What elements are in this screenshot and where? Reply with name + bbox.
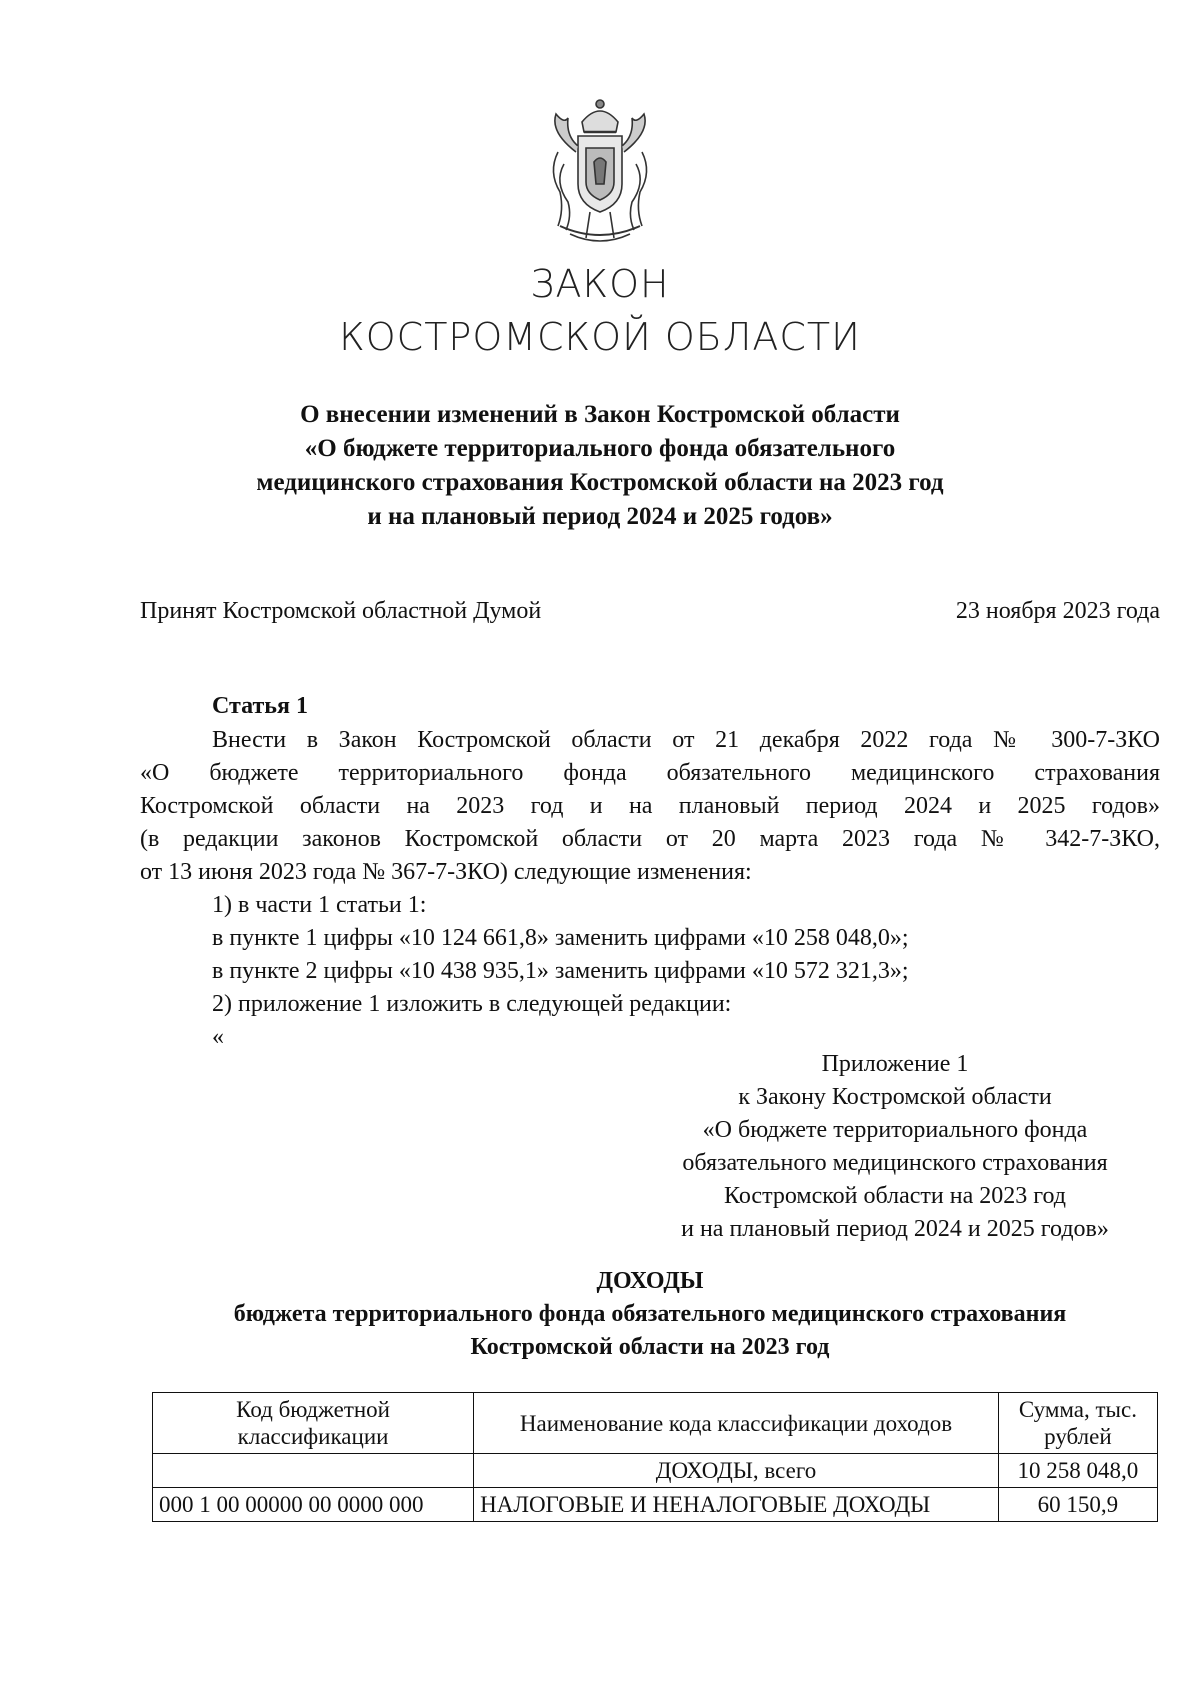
table-header-row [153,1393,1158,1454]
cell-code: 000 1 00 00000 00 0000 000 [153,1488,474,1522]
income-heading [140,1265,1160,1364]
cell-name: НАЛОГОВЫЕ И НЕНАЛОГОВЫЕ ДОХОДЫ [474,1488,999,1522]
heading-line: и на плановый период 2024 и 2025 годов» [367,503,833,530]
paragraph-line: Костромской области на 2023 год и на плановый период 2024 и 2025 годов» [140,793,1160,819]
paragraph-line: Внести в Закон Костромской области от 21 декабря 2022 года № 300-7-ЗКО [212,727,1160,753]
appendix-line: обязательного медицинского страхования [682,1150,1108,1176]
paragraph-line: от 13 июня 2023 года № 367-7-ЗКО) следующие изменения: [140,859,752,885]
article-title: Статья 1 [212,693,308,719]
column-header-name: Наименование кода классификации доходов [474,1393,999,1454]
list-item: в пункте 1 цифры «10 124 661,8» заменить цифрами «10 258 048,0»; [212,925,909,951]
coat-of-arms-icon [520,92,680,252]
appendix-line: и на плановый период 2024 и 2025 годов» [681,1216,1109,1242]
appendix-header [630,1048,1160,1246]
article-body [140,724,1160,1054]
income-title: ДОХОДЫ [596,1268,704,1294]
table-row [153,1488,1158,1522]
income-subtitle: Костромской области на 2023 год [470,1334,830,1360]
appendix-line: Приложение 1 [821,1051,969,1077]
law-heading [150,398,1050,534]
paragraph-line: (в редакции законов Костромской области от 20 марта 2023 года № 342-7-ЗКО, [140,826,1160,852]
income-subtitle: бюджета территориального фонда обязательного медицинского страхования [233,1301,1067,1327]
income-table [152,1392,1158,1522]
cell-sum: 60 150,9 [998,1488,1157,1522]
cell-sum: 10 258 048,0 [998,1454,1157,1488]
adopted-by: Принят Костромской областной Думой [140,598,542,624]
column-header-sum: Сумма, тыс. рублей [998,1393,1157,1454]
heading-line: медицинского страхования Костромской области на 2023 год [256,469,944,496]
heading-line: «О бюджете территориального фонда обязательного [304,435,896,462]
heading-line: О внесении изменений в Закон Костромской области [300,401,900,428]
column-header-code: Код бюджетной классификации [153,1393,474,1454]
appendix-line: «О бюджете территориального фонда [702,1117,1088,1143]
law-title: ЗАКОН [530,262,670,306]
appendix-line: Костромской области на 2023 год [724,1183,1066,1209]
appendix-line: к Закону Костромской области [738,1084,1052,1110]
adoption-line [140,594,1160,628]
list-item: 1) в части 1 статьи 1: [212,892,427,918]
cell-name: ДОХОДЫ, всего [474,1454,999,1488]
opening-quote: « [212,1024,224,1050]
list-item: в пункте 2 цифры «10 438 935,1» заменить цифрами «10 572 321,3»; [212,958,909,984]
paragraph-line: «О бюджете территориального фонда обязательного медицинского страхования [140,760,1160,786]
cell-code [153,1454,474,1488]
law-subtitle-region: КОСТРОМСКОЙ ОБЛАСТИ [339,315,861,359]
list-item: 2) приложение 1 изложить в следующей редакции: [212,991,732,1017]
table-row [153,1454,1158,1488]
adoption-date: 23 ноября 2023 года [955,598,1160,624]
